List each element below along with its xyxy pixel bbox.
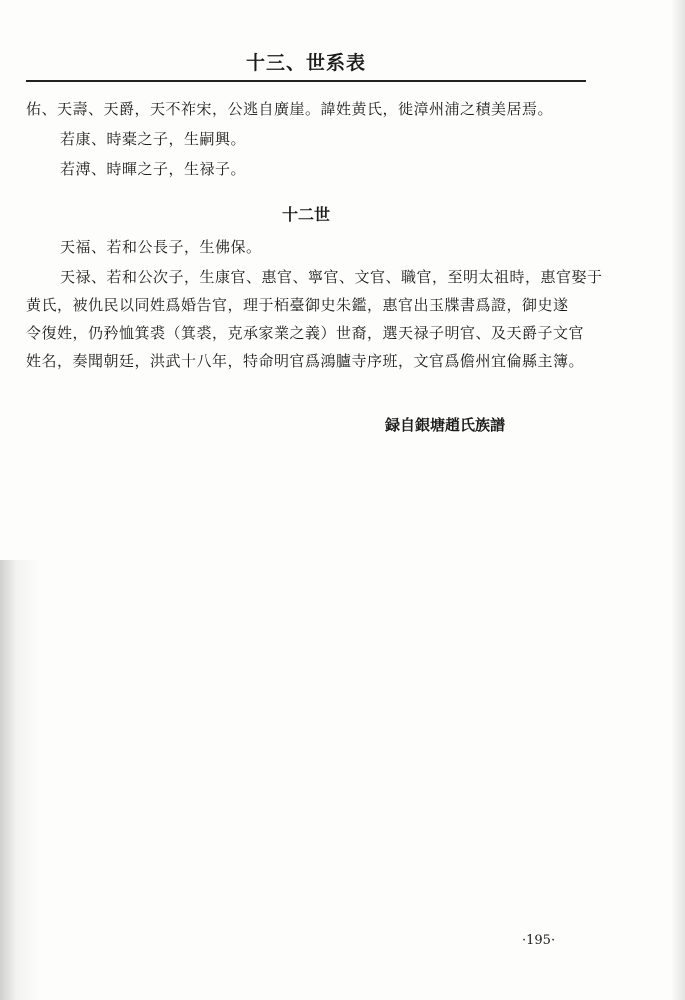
text-line-tianfu: 天福、若和公長子，生佛保。 [60,238,262,256]
text-line-paragraph: 姓名，奏聞朝廷，洪武十八年，特命明官爲鴻臚寺序班，文官爲儋州宜倫縣主簿。 [26,352,585,370]
source-citation: 録自銀塘趙氏族譜 [385,416,506,434]
scan-shadow-right [671,0,685,1000]
page-number: ·195· [522,933,556,948]
header-rule [26,80,586,82]
text-line-paragraph: 令復姓，仍矜恤箕裘（箕裘，克承家業之義）世裔，選天禄子明官、及天爵子文官 [26,324,585,342]
section-heading: 十二世 [281,205,330,224]
text-line-paragraph: 黄氏，被仇民以同姓爲婚告官，理于栢臺御史朱鑑，惠官出玉牒書爲證，御史遂 [26,296,569,314]
running-head-title: 十三、世系表 [245,52,366,74]
text-line-ruopu: 若溥、時暉之子，生禄子。 [60,160,247,178]
text-line-ruokang: 若康、時橐之子，生嗣興。 [60,130,247,148]
text-line-tianlu: 天禄、若和公次子，生康官、惠官、寧官、文官、職官，至明太祖時，惠官娶于 [60,268,603,286]
scan-shadow-left [0,560,40,1000]
text-line-continuation: 佑、天壽、天爵，天不祚宋，公逃自廣崖。諱姓黄氏，徙漳州浦之積美居焉。 [26,100,554,118]
